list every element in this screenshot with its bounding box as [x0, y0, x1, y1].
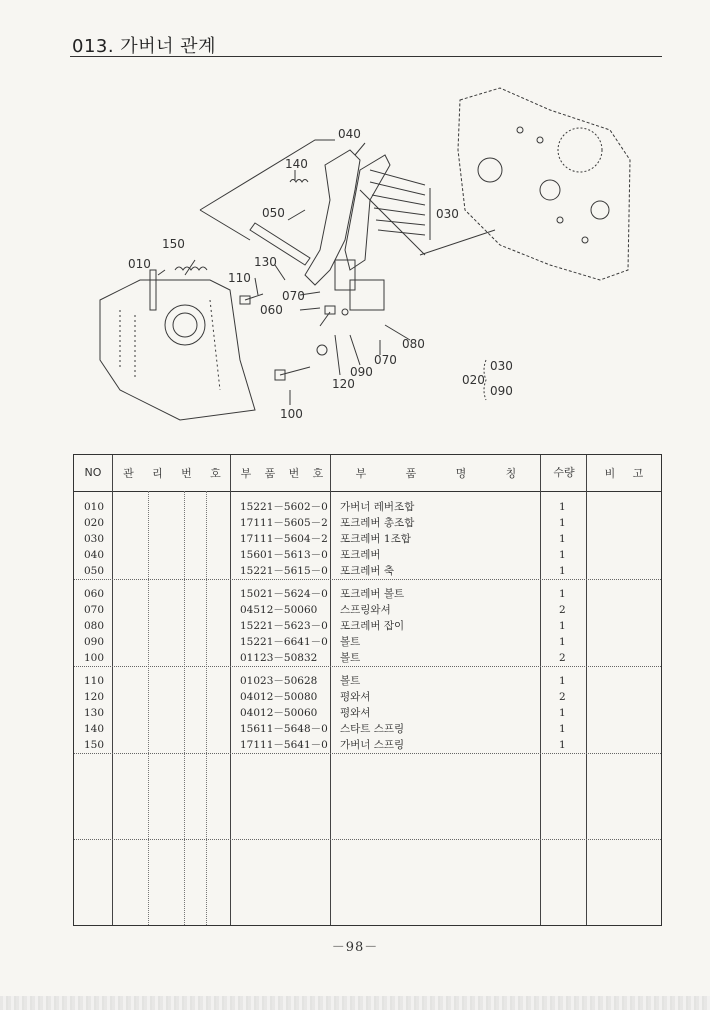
row-part-no: 15021－5624－0 [240, 588, 328, 600]
row-qty: 1 [559, 636, 566, 648]
callout-100: 100 [280, 407, 303, 421]
callout-140: 140 [285, 157, 308, 171]
header-no: NO [84, 466, 102, 479]
row-part-no: 15221－6641－0 [240, 636, 328, 648]
row-part-no: 15221－5623－0 [240, 620, 328, 632]
row-no: 020 [84, 517, 105, 529]
row-no: 120 [84, 691, 105, 703]
row-no: 080 [84, 620, 105, 632]
row-qty: 1 [559, 533, 566, 545]
row-no: 140 [84, 723, 105, 735]
callout-030: 030 [436, 207, 459, 221]
row-part-no: 17111－5641－0 [240, 739, 328, 751]
row-part-name: 포크레버 총조합 [340, 517, 415, 529]
row-no: 090 [84, 636, 105, 648]
callout-010: 010 [128, 257, 151, 271]
row-no: 100 [84, 652, 105, 664]
exploded-parts-diagram [80, 70, 640, 430]
row-part-name: 가버너 스프링 [340, 739, 405, 751]
row-no: 030 [84, 533, 105, 545]
row-no: 010 [84, 501, 105, 513]
callout-090: 090 [350, 365, 373, 379]
page-title: 013. 가버너 관계 [72, 36, 216, 57]
row-part-no: 17111－5604－2 [240, 533, 328, 545]
row-part-name: 스타트 스프링 [340, 723, 405, 735]
row-part-no: 17111－5605－2 [240, 517, 328, 529]
row-qty: 1 [559, 588, 566, 600]
row-part-name: 볼트 [340, 675, 361, 687]
row-no: 050 [84, 565, 105, 577]
row-part-name: 포크레버 잡이 [340, 620, 405, 632]
row-part-name: 볼트 [340, 652, 361, 664]
row-part-name: 포크레버 1조합 [340, 533, 411, 545]
callout-070-lower: 070 [374, 353, 397, 367]
callout-120: 120 [332, 377, 355, 391]
callout-050: 050 [262, 206, 285, 220]
row-qty: 1 [559, 707, 566, 719]
table-header [74, 455, 661, 492]
header-qty: 수량 [553, 466, 575, 479]
row-qty: 1 [559, 675, 566, 687]
row-part-no: 04012－50060 [240, 707, 318, 719]
row-no: 070 [84, 604, 105, 616]
row-no: 040 [84, 549, 105, 561]
callout-060: 060 [260, 303, 283, 317]
row-part-name: 볼트 [340, 636, 361, 648]
row-part-name: 포크레버 [340, 549, 381, 561]
row-part-no: 04012－50080 [240, 691, 318, 703]
parts-table [73, 454, 662, 926]
row-no: 130 [84, 707, 105, 719]
row-qty: 1 [559, 723, 566, 735]
row-qty: 1 [559, 739, 566, 751]
header-remarks: 비 고 [604, 467, 644, 480]
row-part-name: 포크레버 볼트 [340, 588, 405, 600]
page-number: －98－ [331, 940, 379, 955]
callout-030-sub: 030 [490, 359, 513, 373]
callout-020: 020 [462, 373, 485, 387]
callout-040: 040 [338, 127, 361, 141]
row-part-no: 15611－5648－0 [240, 723, 328, 735]
header-mgmt-no: 관 리 번 호 [123, 467, 221, 480]
header-part-no: 부 품 번 호 [240, 467, 324, 480]
row-part-name: 포크레버 축 [340, 565, 395, 577]
row-part-no: 04512－50060 [240, 604, 318, 616]
row-qty: 1 [559, 565, 566, 577]
row-qty: 1 [559, 620, 566, 632]
row-no: 150 [84, 739, 105, 751]
row-qty: 1 [559, 517, 566, 529]
scan-edge [0, 996, 710, 1010]
row-qty: 2 [559, 604, 566, 616]
callout-130: 130 [254, 255, 277, 269]
row-part-no: 15221－5615－0 [240, 565, 328, 577]
page-header [70, 30, 662, 57]
row-part-no: 01023－50628 [240, 675, 318, 687]
callout-070-upper: 070 [282, 289, 305, 303]
callout-090-sub: 090 [490, 384, 513, 398]
callout-150: 150 [162, 237, 185, 251]
row-part-name: 평와셔 [340, 707, 371, 719]
row-part-no: 15601－5613－0 [240, 549, 328, 561]
row-part-name: 평와셔 [340, 691, 371, 703]
row-qty: 1 [559, 501, 566, 513]
callout-080: 080 [402, 337, 425, 351]
row-part-no: 15221－5602－0 [240, 501, 328, 513]
row-part-name: 가버너 레버조합 [340, 501, 415, 513]
row-no: 060 [84, 588, 105, 600]
row-part-name: 스프링와셔 [340, 604, 391, 616]
row-qty: 2 [559, 691, 566, 703]
row-no: 110 [84, 675, 105, 687]
callout-110: 110 [228, 271, 251, 285]
row-qty: 2 [559, 652, 566, 664]
header-part-name: 부 품 명 칭 [355, 467, 517, 480]
row-qty: 1 [559, 549, 566, 561]
row-part-no: 01123－50832 [240, 652, 318, 664]
